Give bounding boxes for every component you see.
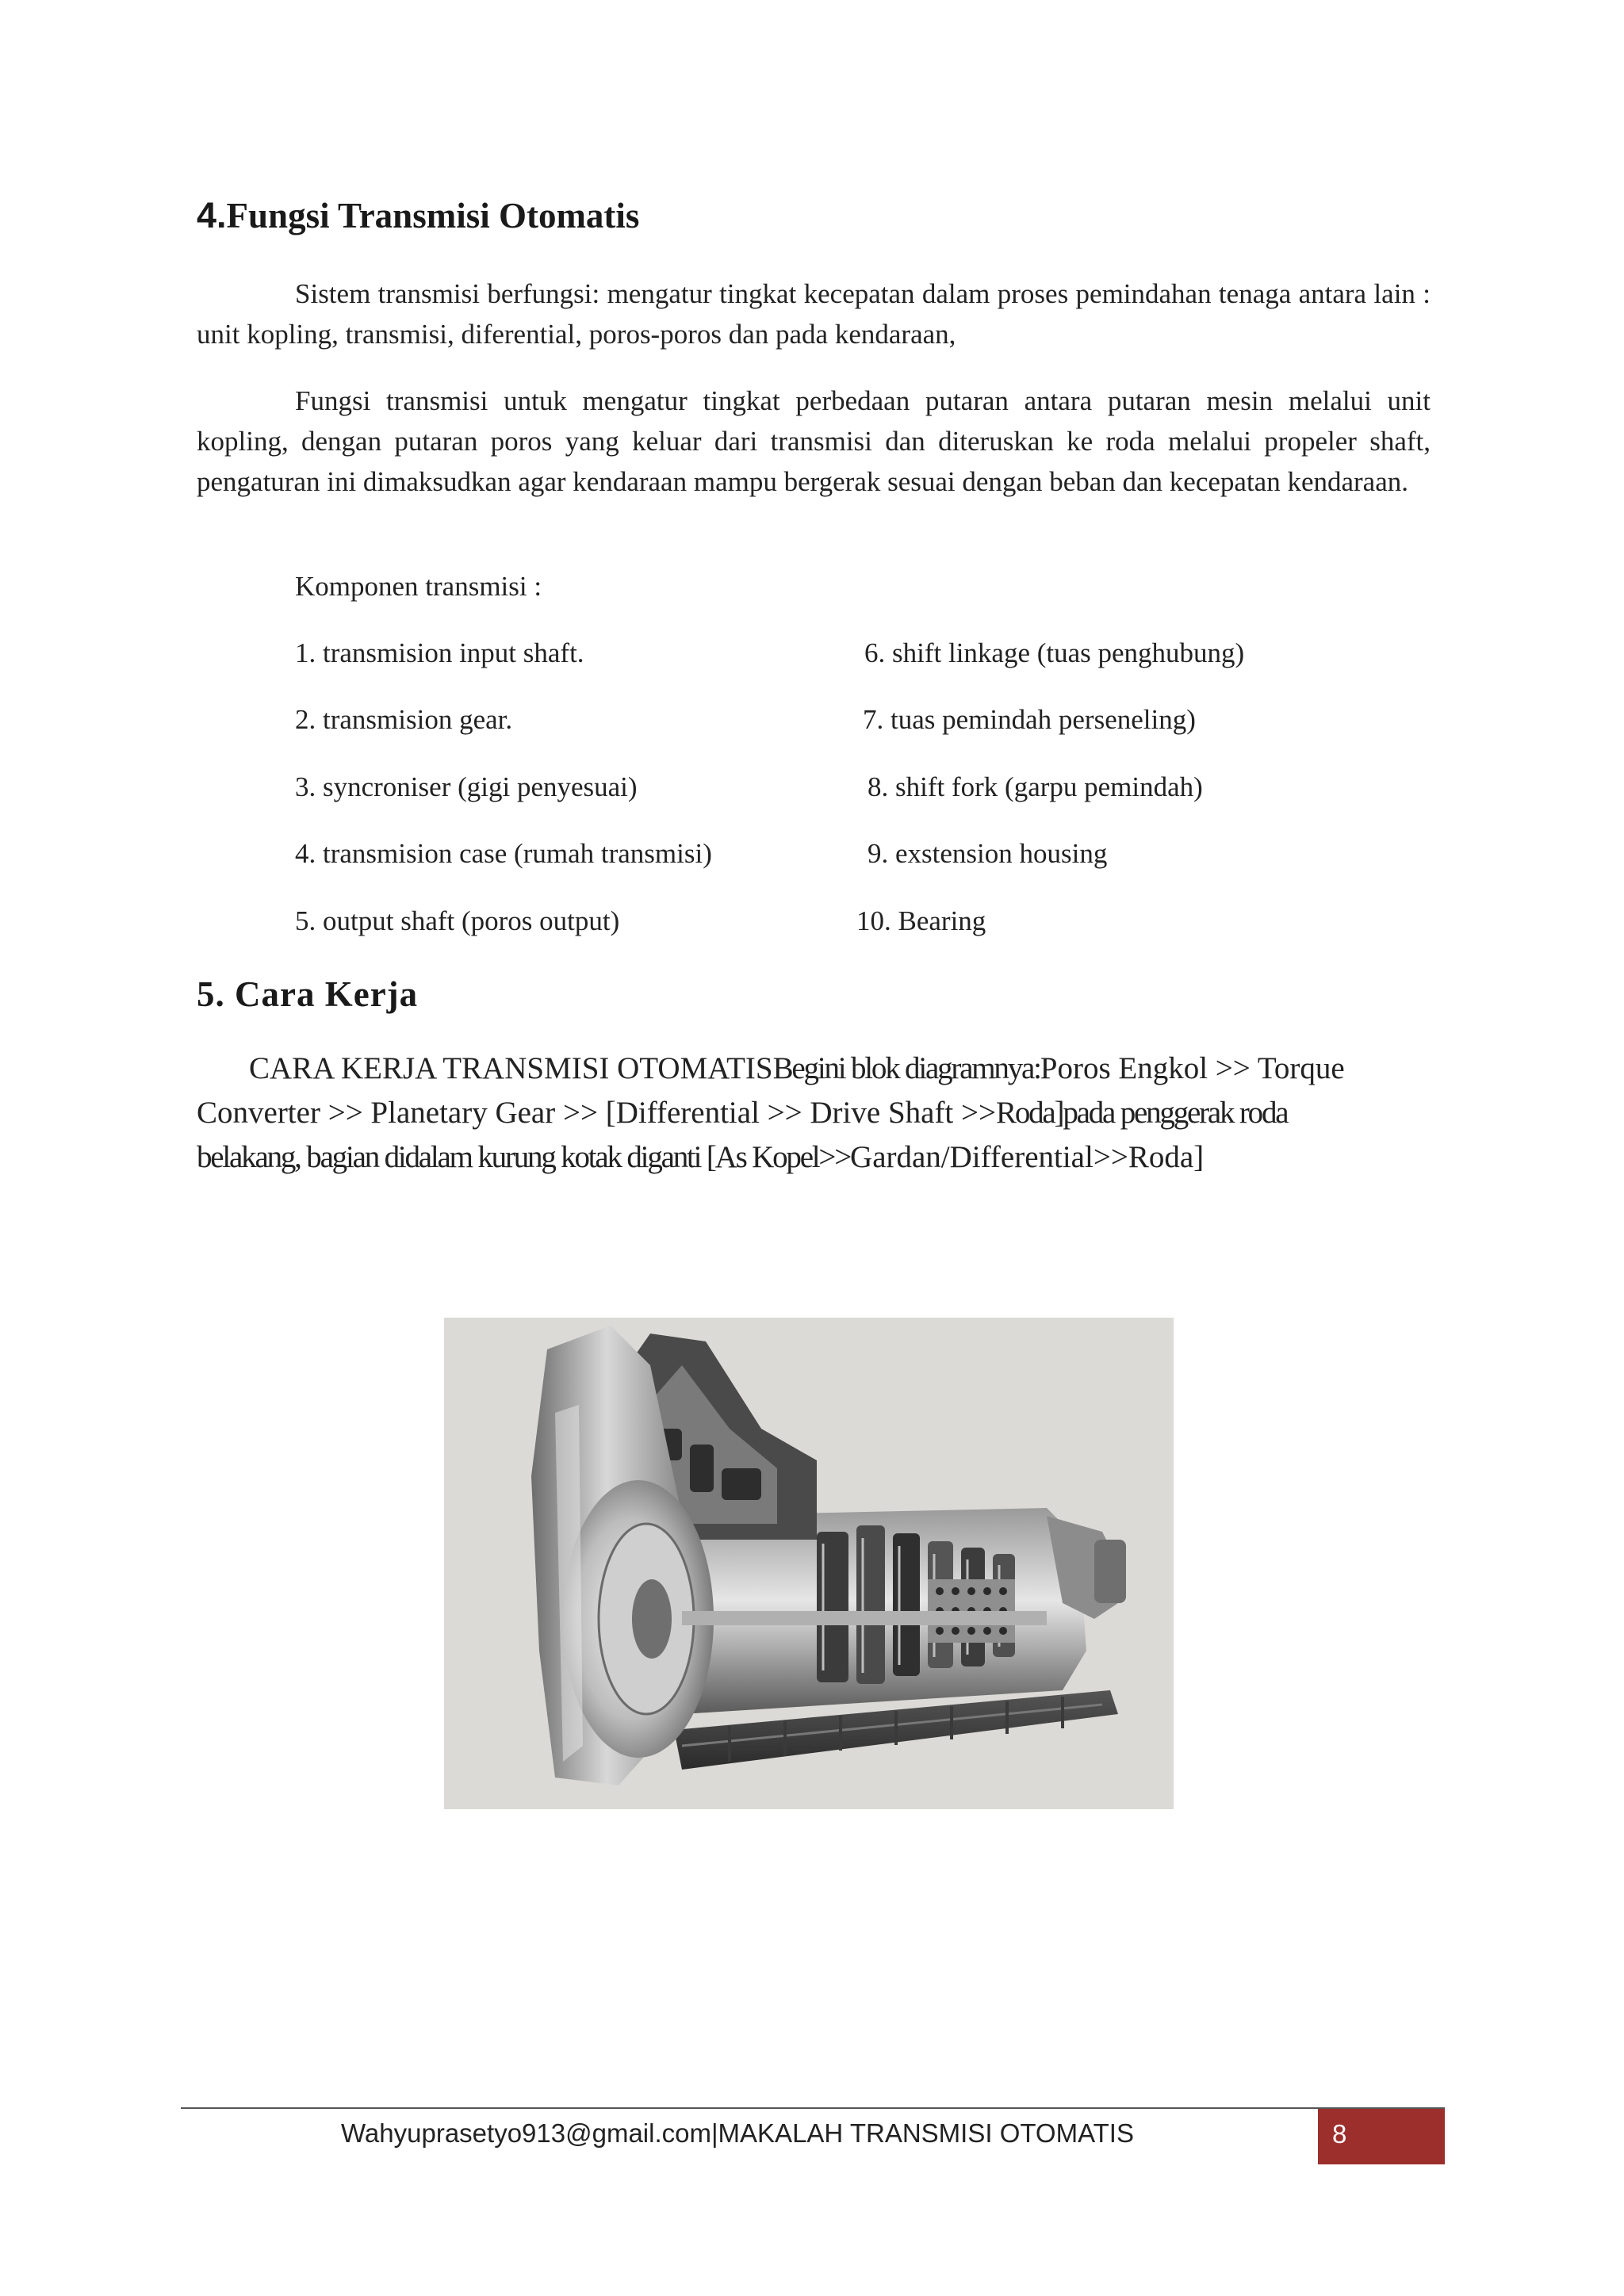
component-item-5: 5. output shaft (poros output) bbox=[295, 905, 620, 936]
component-item-2: 2. transmision gear. bbox=[295, 704, 513, 735]
automatic-transmission-cutaway-image bbox=[444, 1318, 1174, 1809]
paragraph-fungsi-transmisi: Fungsi transmisi untuk mengatur tingkat perbedaan putaran antara putaran mesin melalui unit kopling, dengan putaran poros yang keluar dari transmisi dan diteruskan ke roda melalui propeler shaft, pengaturan ini dimaksudkan agar kendaraan mampu bergerak sesuai dengan beban dan kecepatan kendaraan. bbox=[197, 385, 1431, 497]
section-5-heading: 5. Cara Kerja bbox=[197, 974, 419, 1014]
section-4-number: 4. bbox=[197, 195, 227, 235]
block-diagram-rear-wheel: Roda]pada penggerak roda bbox=[996, 1096, 1288, 1130]
component-item-1: 1. transmision input shaft. bbox=[295, 637, 584, 668]
block-diagram-start: Poros Engkol >> Torque bbox=[1040, 1051, 1345, 1085]
block-diagram-end: Gardan/Differential>>Roda] bbox=[850, 1140, 1205, 1174]
footer-rule bbox=[181, 2107, 1445, 2109]
cara-kerja-line-2 bbox=[197, 1091, 1450, 1135]
block-diagram-bracket-note: belakang, bagian didalam kurung kotak diganti [As Kopel>> bbox=[197, 1140, 851, 1174]
section-4-heading bbox=[197, 195, 639, 236]
component-item-4: 4. transmision case (rumah transmisi) bbox=[295, 838, 712, 869]
page-number: 8 bbox=[1332, 2119, 1347, 2149]
component-item-6: 6. shift linkage (tuas penghubung) bbox=[864, 637, 1245, 668]
cara-kerja-line-3 bbox=[197, 1135, 1450, 1180]
component-item-9: 9. exstension housing bbox=[868, 838, 1108, 869]
component-item-3: 3. syncroniser (gigi penyesuai) bbox=[295, 771, 638, 802]
block-diagram-middle: Converter >> Planetary Gear >> [Differential >> Drive Shaft >> bbox=[197, 1096, 997, 1130]
component-item-7: 7. tuas pemindah perseneling) bbox=[863, 704, 1196, 735]
footer-text: Wahyuprasetyo913@gmail.com|MAKALAH TRANSMISI OTOMATIS bbox=[341, 2118, 1134, 2148]
cara-kerja-title: CARA KERJA TRANSMISI OTOMATIS bbox=[249, 1051, 773, 1085]
page-number-badge bbox=[1318, 2109, 1445, 2164]
component-item-8: 8. shift fork (garpu pemindah) bbox=[868, 771, 1203, 802]
components-title: Komponen transmisi : bbox=[295, 571, 542, 602]
paragraph-sistem-transmisi: Sistem transmisi berfungsi: mengatur tingkat kecepatan dalam proses pemindahan tenaga antara lain : unit kopling, transmisi, diferential, poros-poros dan pada kendaraan, bbox=[197, 278, 1431, 350]
block-diagram-intro: Begini blok diagramnya: bbox=[772, 1051, 1040, 1085]
cara-kerja-line-1 bbox=[197, 1047, 1450, 1091]
component-item-10: 10. Bearing bbox=[856, 905, 986, 936]
section-4-title: Fungsi Transmisi Otomatis bbox=[226, 196, 640, 235]
